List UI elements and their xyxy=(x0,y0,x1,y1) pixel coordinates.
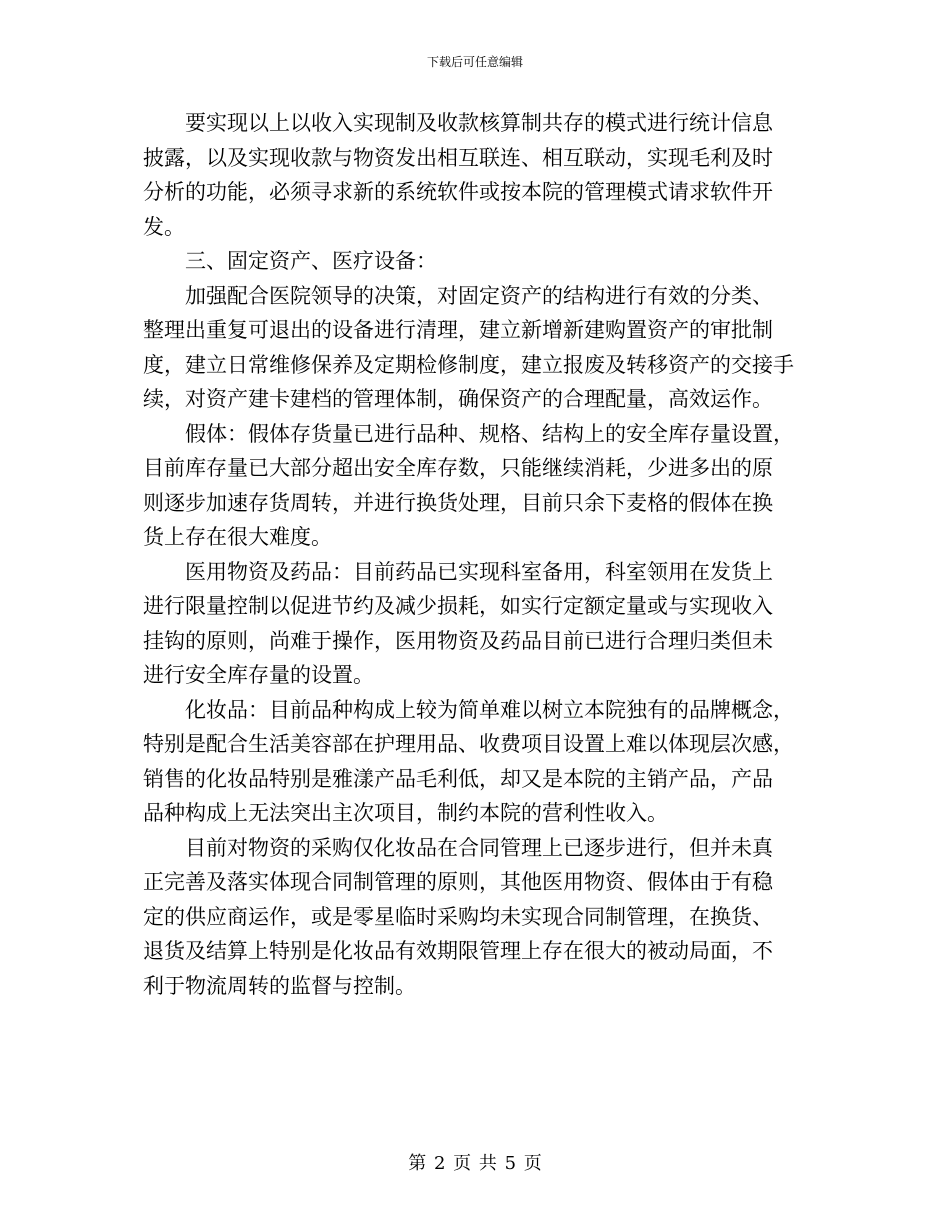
text-line: 续，对资产建卡建档的管理体制，确保资产的合理配量，高效运作。 xyxy=(143,387,773,411)
text-line: 医用物资及药品：目前药品已实现科室备用，科室领用在发货上 xyxy=(143,559,773,584)
text-line: 要实现以上以收入实现制及收款核算制共存的模式进行统计信息 xyxy=(143,111,773,135)
text-line: 进行限量控制以促进节约及减少损耗，如实行定额定量或与实现收入 xyxy=(143,594,773,618)
text-line: 利于物流周转的监督与控制。 xyxy=(143,973,416,998)
text-line: 目前对物资的采购仅化妆品在合同管理上已逐步进行，但并未真 xyxy=(143,835,773,860)
text-line: 化妆品：目前品种构成上较为简单难以树立本院独有的品牌概念， xyxy=(143,697,794,722)
text-line: 整理出重复可退出的设备进行清理，建立新增新建购置资产的审批制 xyxy=(143,318,773,342)
text-line: 则逐步加速存货周转，并进行换货处理，目前只余下麦格的假体在换 xyxy=(143,490,773,515)
text-line: 披露，以及实现收款与物资发出相互联连、相互联动，实现毛利及时 xyxy=(143,145,773,170)
text-line: 度，建立日常维修保养及定期检修制度，建立报废及转移资产的交接手 xyxy=(143,352,794,377)
text-line: 挂钩的原则，尚难于操作，医用物资及药品目前已进行合理归类但未 xyxy=(143,628,773,653)
section-heading: 三、固定资产、医疗设备： xyxy=(143,249,437,273)
page-header: 下载后可任意编辑 xyxy=(426,55,523,69)
text-line: 发。 xyxy=(143,214,185,239)
text-line: 销售的化妆品特别是雅漾产品毛利低，却又是本院的主销产品，产品 xyxy=(143,766,773,791)
page-number: 第 2 页 共 5 页 xyxy=(408,1153,542,1174)
text-line: 货上存在很大难度。 xyxy=(143,525,332,549)
document-body xyxy=(143,106,808,1003)
text-line: 品种构成上无法突出主次项目，制约本院的营利性收入。 xyxy=(143,801,668,825)
text-line: 目前库存量已大部分超出安全库存数，只能继续消耗，少进多出的原 xyxy=(143,456,773,480)
text-line: 定的供应商运作，或是零星临时采购均未实现合同制管理，在换货、 xyxy=(143,904,773,929)
text-line: 分析的功能，必须寻求新的系统软件或按本院的管理模式请求软件开 xyxy=(143,180,773,204)
text-line: 正完善及落实体现合同制管理的原则，其他医用物资、假体由于有稳 xyxy=(143,870,773,894)
text-line: 特别是配合生活美容部在护理用品、收费项目设置上难以体现层次感， xyxy=(143,732,794,756)
text-line: 退货及结算上特别是化妆品有效期限管理上存在很大的被动局面，不 xyxy=(143,939,773,963)
text-line: 进行安全库存量的设置。 xyxy=(143,663,374,687)
text-line: 假体：假体存货量已进行品种、规格、结构上的安全库存量设置， xyxy=(143,421,794,446)
text-line: 加强配合医院领导的决策，对固定资产的结构进行有效的分类、 xyxy=(143,283,773,308)
